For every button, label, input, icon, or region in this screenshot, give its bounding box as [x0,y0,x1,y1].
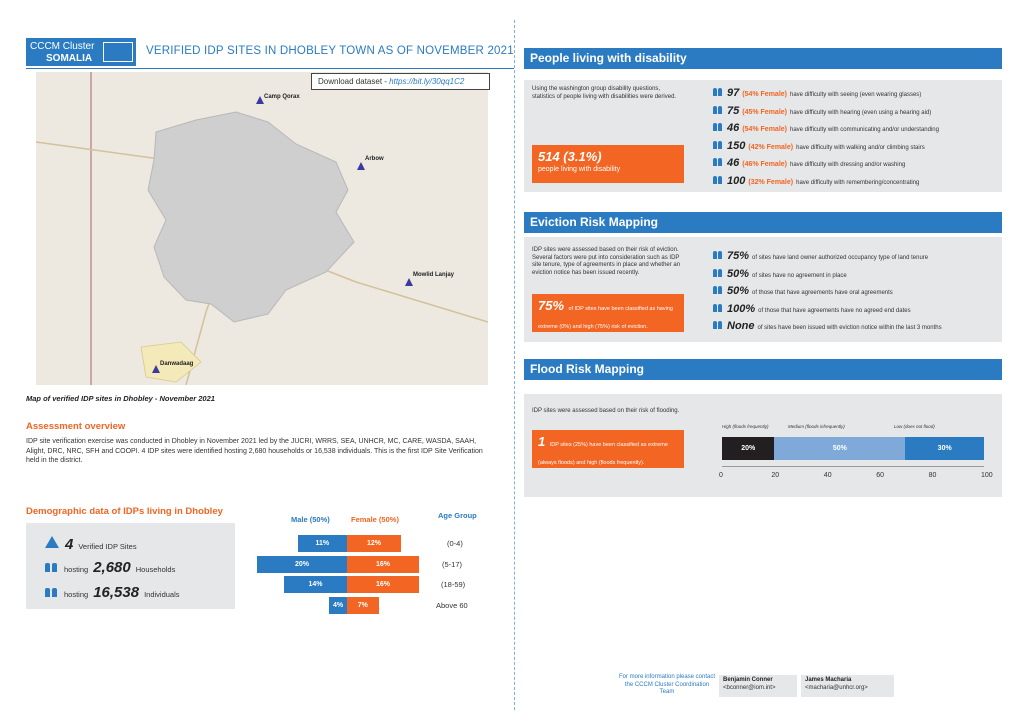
eviction-description: of those that have agreements have oral agreements [752,290,893,296]
tent-icon [44,535,60,549]
eviction-row [712,302,911,315]
disability-female-share: (32% Female) [748,178,794,186]
disability-description: have difficulty with dressing and/or washing [790,162,906,168]
demographic-title: Demographic data of IDPs living in Dhobley [26,506,223,517]
disability-row [712,121,939,134]
eviction-icon [712,267,724,277]
female-bar: 16% [347,556,419,573]
eviction-row [712,249,928,262]
eviction-icon [712,302,724,312]
people-icon [44,585,59,597]
disability-female-share: (54% Female) [742,126,787,133]
flood-axis-tick: 60 [876,472,884,479]
flood-bar-segment: 30% [905,437,984,460]
disability-section-title: People living with disability [524,48,1002,69]
logo-line2: SOMALIA [46,53,93,64]
contact-2-email[interactable]: <macharia@unhcr.org> [805,684,868,691]
disability-description: have difficulty with remembering/concentrating [796,179,920,186]
contact-person-1 [719,675,797,697]
disability-count: 100 [727,174,746,187]
site-map [36,72,488,385]
eviction-value: None [727,320,755,332]
flood-box [532,430,684,468]
age-group-label: (18-59) [441,580,466,589]
flood-axis-tick: 80 [928,472,937,479]
households-value: 2,680 [93,559,131,576]
disability-total-value: 514 (3.1%) [538,149,602,164]
disability-row [712,104,931,117]
individuals-label: Individuals [144,590,180,599]
assessment-text: IDP site verification exercise was conducted in Dhobley in November 2021 led by the JUCRI, WRRS, SEA, UNHCR, MC, CARE, WASDA, SAAH, Alight, DRC, NRC, SFH and COOPI. 4 IDP sites were identified hosting 2,680 households or 16,538 individuals. This is the first IDP Site Verification held in the district. [26,438,483,464]
eviction-section-title: Eviction Risk Mapping [524,212,1002,233]
individuals-stat [44,584,180,601]
disability-row [712,139,925,152]
disability-count: 97 [727,87,740,99]
sites-value: 4 [65,536,74,553]
disability-description: have difficulty with hearing (even using a hearing aid) [790,109,932,116]
sites-label: Verified IDP Sites [78,542,137,551]
flood-legend-label: High (floods frequently) [722,424,769,429]
eviction-icon [712,284,724,294]
flood-axis-line [722,466,984,467]
disability-description: have difficulty with seeing (even wearing glasses) [790,92,922,98]
eviction-value: 50% [727,267,750,280]
female-bar: 7% [347,597,379,614]
eviction-icon [712,319,724,329]
age-group-label: (0-4) [447,539,463,548]
disability-female-share: (46% Female) [742,161,787,168]
page-title: VERIFIED IDP SITES IN DHOBLEY TOWN AS OF NOVEMBER 2021 [146,45,514,57]
logo-line1: CCCM Cluster [30,41,95,52]
disabled-person-icon [712,86,724,96]
column-divider [514,20,515,710]
age-group-label: (5-17) [442,560,463,569]
households-label: Households [135,565,176,574]
disability-count: 75 [727,104,740,117]
disabled-person-icon [712,104,724,114]
flood-bar-segment: 20% [722,437,774,460]
individuals-prefix: hosting [64,590,89,599]
flood-axis-tick: 0 [719,472,723,479]
eviction-icon [712,249,724,259]
disabled-person-icon [712,156,724,166]
female-bar: 12% [347,535,401,552]
disabled-person-icon [712,174,724,184]
map-caption: Map of verified IDP sites in Dhobley - November 2021 [26,394,215,403]
disability-intro: Using the washington group disability questions, statistics of people living with disabilities were derived. [532,86,677,100]
cccm-logo [26,38,136,66]
contact-person-2 [801,675,894,697]
age-group-label: Above 60 [436,601,468,610]
people-icon [44,560,59,572]
contact-1-name: Benjamin Conner [723,677,773,683]
flood-legend-label: Medium (floods infrequently) [788,424,845,429]
disability-row [712,174,919,187]
eviction-description: of those that have agreements have no agreed end dates [758,307,911,314]
male-bar: 11% [298,535,348,552]
site-label: Mowlid Lanjay [413,272,455,278]
male-bar: 20% [257,556,347,573]
assessment-title: Assessment overview [26,421,126,432]
disability-female-share: (45% Female) [742,108,787,116]
female-header: Female (50%) [351,515,399,524]
female-bar: 16% [347,576,419,593]
flood-axis-tick: 100 [981,472,993,479]
idp-site-marker-icon [357,162,365,170]
eviction-value: 100% [727,302,756,315]
eviction-row [712,319,942,332]
disability-count: 46 [727,122,740,134]
disability-female-share: (54% Female) [742,91,787,98]
male-bar: 14% [284,576,347,593]
idp-site-marker-icon [152,365,160,373]
flood-intro: IDP sites were assessed based on their risk of flooding. [532,408,680,414]
flood-section-title: Flood Risk Mapping [524,359,1002,380]
disability-description: have difficulty with communicating and/or understanding [790,127,939,133]
households-stat [44,559,175,576]
download-label: Download dataset - [318,77,390,86]
eviction-row [712,267,847,280]
male-bar: 4% [329,597,347,614]
disabled-person-icon [712,121,724,131]
flood-axis-tick: 40 [823,472,832,479]
disabled-person-icon [712,139,724,149]
eviction-description: of sites have no agreement in place [752,272,847,279]
disability-total-box [532,145,684,183]
flood-axis-tick: 20 [771,472,780,479]
sites-stat [44,535,137,553]
eviction-value: 50% [727,285,750,297]
disability-row [712,156,905,169]
map-graphic [36,72,488,385]
site-label: Arbow [365,156,384,162]
site-label: Camp Qorax [264,94,300,100]
disability-count: 150 [727,139,746,152]
flood-legend-label: Low (does not flood) [894,424,935,429]
eviction-description: of sites have been issued with eviction notice within the last 3 months [757,325,942,331]
disability-row [712,86,921,99]
eviction-row [712,284,893,297]
contact-2-name: James Macharia [805,677,852,683]
disability-count: 46 [727,157,740,169]
flood-bar-segment: 50% [774,437,905,460]
flood-box-text: IDP sites (25%) have been classified as extreme (always floods) and high (floods frequently). [538,442,668,466]
flood-box-value: 1 [538,434,546,449]
eviction-description: of sites have land owner authorized occupancy type of land tenure [752,255,929,261]
disability-total-label: people living with disability [538,166,621,173]
disability-description: have difficulty with walking and/or climbing stairs [796,144,925,151]
individuals-value: 16,538 [93,584,140,601]
eviction-box-value: 75% [538,298,565,313]
cccm-emblem-icon [103,42,133,62]
eviction-box-text: of IDP sites have been classified as having extreme (0%) and high (75%) risk of eviction. [538,306,673,330]
demographic-summary [26,523,235,609]
site-label: Danwadaag [160,361,194,367]
download-link[interactable]: https://bit.ly/30qq1C2 [389,77,465,86]
eviction-value: 75% [727,250,750,262]
disability-female-share: (42% Female) [748,143,794,151]
households-prefix: hosting [64,565,89,574]
idp-site-marker-icon [405,278,413,286]
eviction-box [532,294,684,332]
contact-info: For more information please contact the CCCM Cluster Coordination Team [618,674,716,695]
contact-1-email[interactable]: <bconner@iom.int> [723,684,776,691]
download-dataset[interactable] [311,73,490,90]
eviction-intro: IDP sites were assessed based on their risk of eviction. Several factors were put into consideration such as IDP site tenure, type of agreements in place and whether an eviction notice has been issued recently. [532,247,681,276]
age-group-header: Age Group [438,511,477,520]
title-underline [26,68,514,69]
idp-site-marker-icon [256,96,264,104]
male-header: Male (50%) [291,515,330,524]
